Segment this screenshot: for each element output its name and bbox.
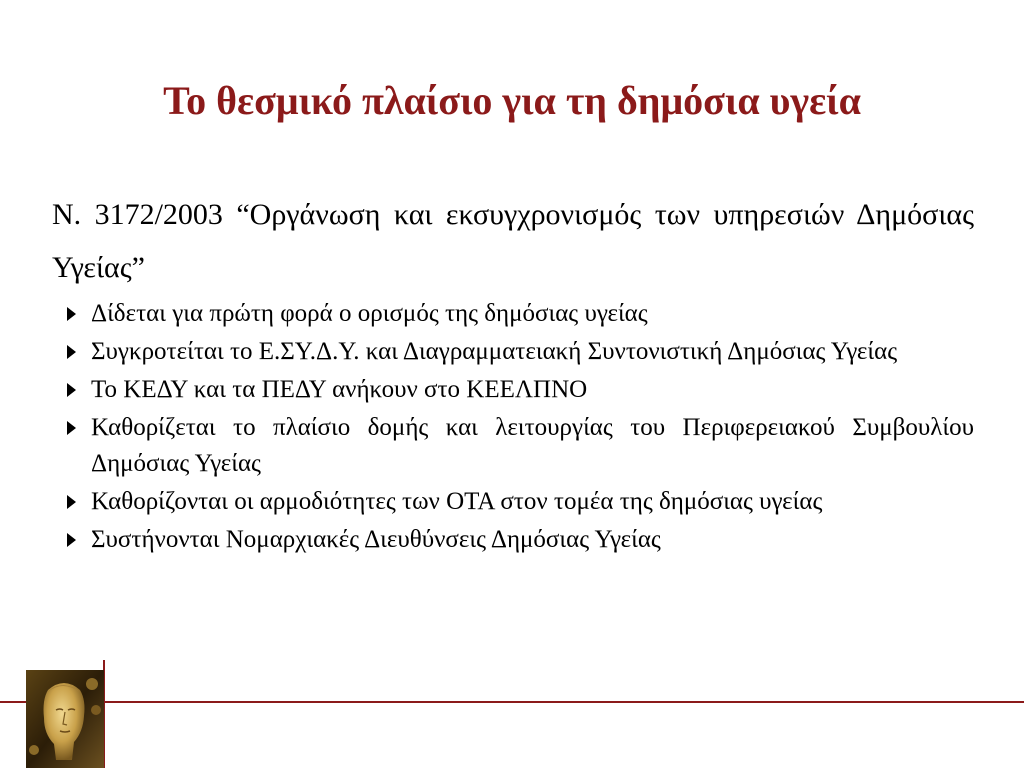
list-item (62, 410, 974, 482)
list-item (62, 522, 974, 558)
triangle-right-icon (67, 533, 76, 547)
triangle-right-icon (67, 345, 76, 359)
list-item (62, 372, 974, 408)
list-item-text: Καθορίζεται το πλαίσιο δομής και λειτουργίας του Περιφερειακού Συμβουλίου Δημόσιας Υγείας (91, 414, 974, 477)
list-item (62, 334, 974, 370)
list-item (62, 296, 974, 332)
list-item-text: Καθορίζονται οι αρμοδιότητες των ΟΤΑ στον τομέα της δημόσιας υγείας (91, 488, 823, 515)
list-item-text: Δίδεται για πρώτη φορά ο ορισμός της δημόσιας υγείας (91, 300, 648, 327)
list-item-text: Συγκροτείται το Ε.ΣΥ.Δ.Υ. και Διαγραμματειακή Συντονιστική Δημόσιας Υγείας (91, 338, 898, 365)
triangle-right-icon (67, 421, 76, 435)
list-item-text: Το ΚΕΔΥ και τα ΠΕΔΥ ανήκουν στο ΚΕΕΛΠΝΟ (91, 376, 588, 403)
law-reference: Ν. 3172/2003 “Οργάνωση και εκσυγχρονισμός των υπηρεσιών Δημόσιας Υγείας” (52, 198, 974, 284)
bullet-list (62, 296, 974, 560)
triangle-right-icon (67, 307, 76, 321)
slide-title: Το θεσμικό πλαίσιο για τη δημόσια υγεία (163, 77, 861, 123)
statue-head-logo (26, 670, 104, 768)
list-item-text: Συστήνονται Νομαρχιακές Διευθύνσεις Δημόσιας Υγείας (91, 526, 661, 553)
list-item (62, 484, 974, 520)
triangle-right-icon (67, 495, 76, 509)
footer-divider-horizontal (0, 701, 1024, 703)
triangle-right-icon (67, 383, 76, 397)
